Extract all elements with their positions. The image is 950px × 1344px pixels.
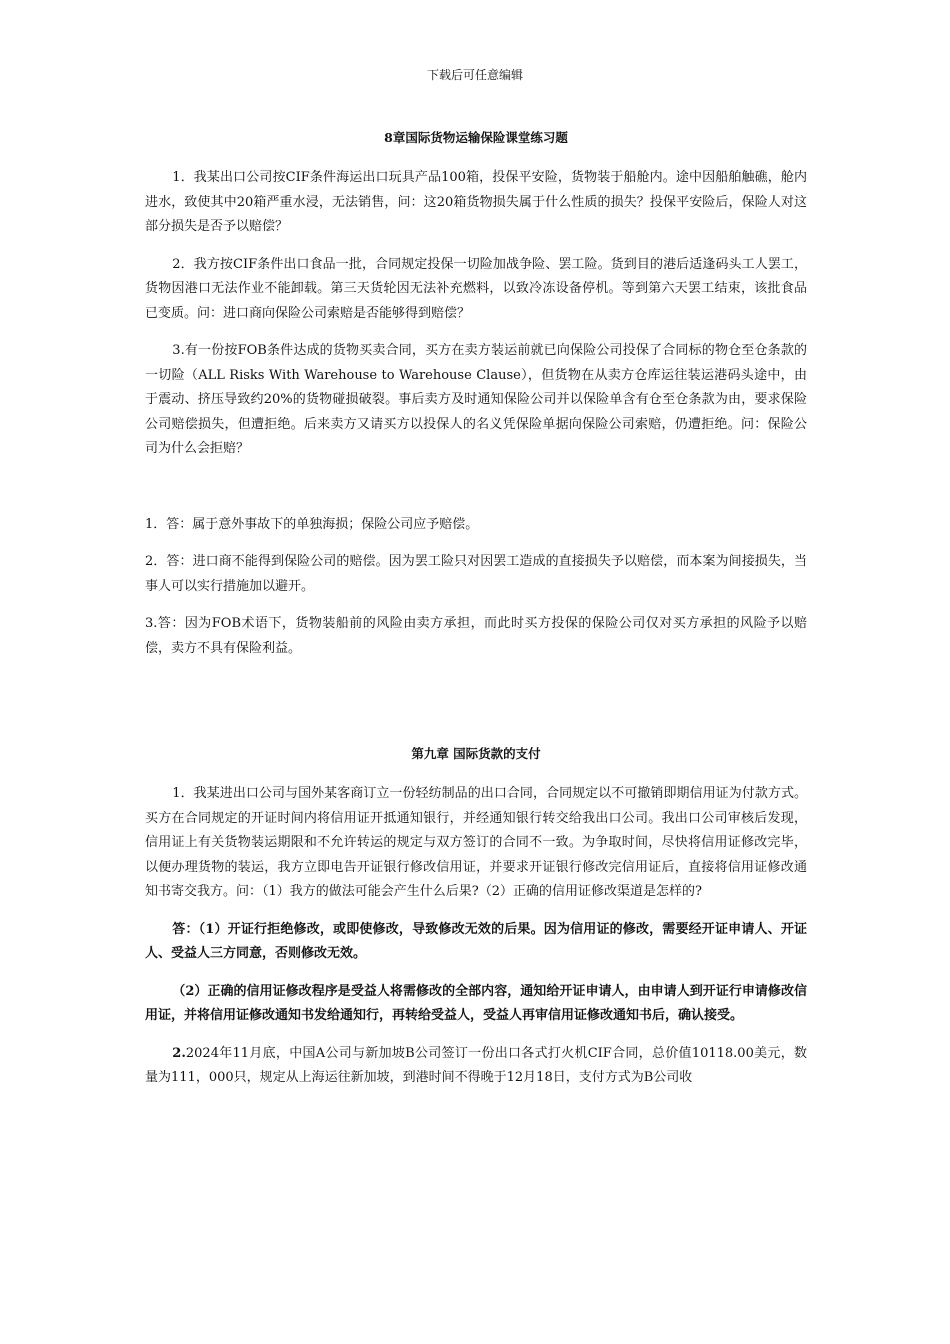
spacer — [145, 475, 807, 513]
page-header: 下载后可任意编辑 — [426, 68, 523, 82]
chapter9-answer-1-part-2: （2）正确的信用证修改程序是受益人将需修改的全部内容，通知给开证申请人，由申请人到开证行申请修改信用证，并将信用证修改通知书发给通知行，再转给受益人，受益人再审信用证修改通知书后，确认接受。 — [145, 983, 807, 1023]
chapter9-question-2 — [145, 1042, 807, 1091]
chapter8-answer-1: 1．答：属于意外事故下的单独海损；保险公司应予赔偿。 — [145, 516, 479, 532]
question-number: 2. — [172, 1045, 186, 1061]
chapter8-title: 8章国际货物运输保险课堂练习题 — [384, 130, 568, 145]
chapter8-question-1: 1．我某出口公司按CIF条件海运出口玩具产品100箱，投保平安险，货物装于船舱内。途中因船舶触礁，舱内进水，致使其中20箱严重水浸，无法销售，问：这20箱货物损失属于什么性质的损失？投保平安险后，保险人对这部分损失是否予以赔偿？ — [145, 170, 807, 234]
chapter9-answer-1-part-1: 答：（1）开证行拒绝修改，或即使修改，导致修改无效的后果。因为信用证的修改，需要经开证申请人、开证人、受益人三方同意，否则修改无效。 — [145, 921, 807, 961]
spacer — [145, 674, 807, 744]
chapter8-question-3: 3.有一份按FOB条件达成的货物买卖合同，买方在卖方装运前就已向保险公司投保了合同标的物仓至仓条款的一切险（ALL Risks With Warehouse to Warehouse Clause），但货物在从卖方仓库运往装运港码头途中，由于震动、挤压导致约20%的货物碰损破裂。事后卖方及时通知保险公司并以保险单含有仓至仓条款为由，要求保险公司赔偿损失，但遭拒绝。后来卖方又请买方以投保人的名义凭保险单据向保险公司索赔，仍遭拒绝。问：保险公司为什么会拒赔？ — [145, 343, 807, 456]
question-text: 2024年11月底，中国A公司与新加坡B公司签订一份出口各式打火机CIF合同，总价值10118.00美元，数量为111，000只，规定从上海运往新加坡，到港时间不得晚于12月18日，支付方式为B公司收 — [145, 1045, 807, 1085]
chapter8-answer-2: 2．答：进口商不能得到保险公司的赔偿。因为罢工险只对因罢工造成的直接损失予以赔偿，而本案为间接损失，当事人可以实行措施加以避开。 — [145, 554, 807, 594]
chapter8-answer-3: 3.答：因为FOB术语下，货物装船前的风险由卖方承担，而此时买方投保的保险公司仅对买方承担的风险予以赔偿，卖方不具有保险利益。 — [145, 616, 807, 656]
chapter9-title: 第九章 国际货款的支付 — [411, 746, 541, 761]
document-body — [145, 128, 807, 1104]
chapter9-question-1: 1．我某进出口公司与国外某客商订立一份轻纺制品的出口合同，合同规定以不可撤销即期信用证为付款方式。买方在合同规定的开证时间内将信用证开抵通知银行，并经通知银行转交给我出口公司。我出口公司审核后发现，信用证上有关货物装运期限和不允许转运的规定与双方签订的合同不一致。为争取时间，尽快将信用证修改完毕，以便办理货物的装运，我方立即电告开证银行修改信用证，并要求开证银行修改完信用证后，直接将信用证修改通知书寄交我方。问：（1）我方的做法可能会产生什么后果?（2）正确的信用证修改渠道是怎样的? — [145, 786, 807, 899]
chapter8-question-2: 2．我方按CIF条件出口食品一批，合同规定投保一切险加战争险、罢工险。货到目的港后适逢码头工人罢工，货物因港口无法作业不能卸载。第三天货轮因无法补充燃料，以致冷冻设备停机。等到第六天罢工结束，该批食品已变质。问：进口商向保险公司索赔是否能够得到赔偿？ — [145, 256, 807, 321]
